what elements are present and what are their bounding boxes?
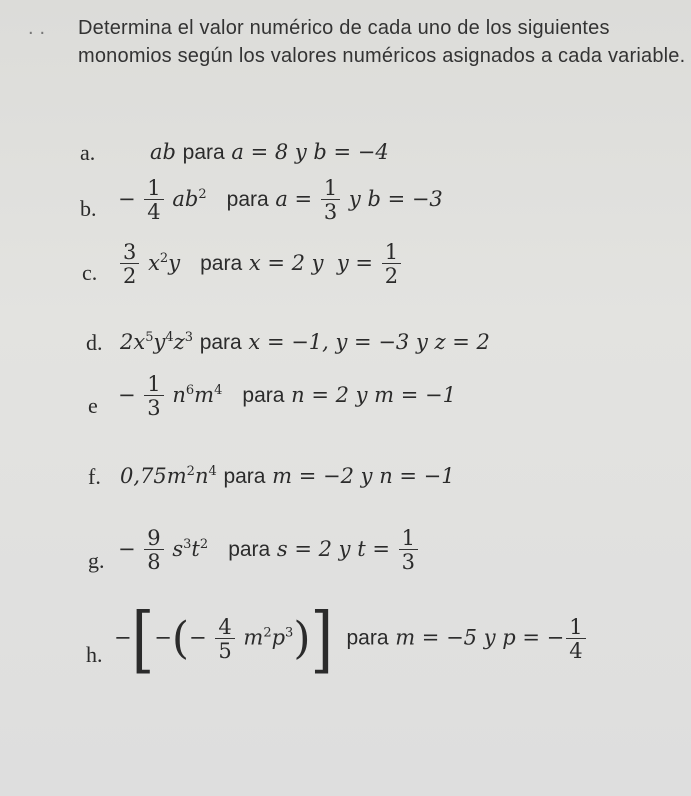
- variable-values: a = 8 y b = −4: [231, 140, 389, 164]
- fraction-denominator: 4: [144, 199, 163, 223]
- coefficient-fraction: [120, 242, 139, 287]
- para-label: para: [226, 188, 269, 211]
- monomial: s: [172, 537, 184, 561]
- monomial: ab: [172, 187, 199, 211]
- value-fraction: [399, 528, 418, 573]
- exponent: 3: [183, 537, 192, 552]
- monomial-second: t: [191, 537, 200, 561]
- value-fraction: [566, 614, 585, 663]
- exponent: 4: [214, 383, 223, 398]
- exponent: 4: [165, 330, 174, 345]
- right-square-bracket: ]: [310, 596, 334, 682]
- variable-values: m = −5 y p =: [395, 625, 540, 650]
- monomial-second: y: [168, 251, 181, 275]
- variable-values-rest: y b = −3: [348, 187, 443, 211]
- instructions: [28, 14, 688, 70]
- fraction-numerator: 4: [218, 614, 232, 639]
- exercise-expression: [118, 528, 420, 573]
- coefficient-sign: −: [118, 537, 136, 561]
- value-fraction: [382, 242, 401, 287]
- fraction-denominator: 3: [321, 199, 340, 223]
- exponent: 2: [198, 187, 207, 202]
- monomial-second: n: [194, 464, 209, 488]
- fraction-denominator: 4: [566, 638, 585, 662]
- fraction-numerator: 1: [384, 240, 399, 264]
- exponent: 3: [285, 625, 294, 641]
- variable-values: x = −1, y = −3 y z = 2: [248, 330, 490, 354]
- monomial-second: p: [271, 625, 286, 650]
- exercise-expression: [120, 464, 455, 489]
- fraction-numerator: 1: [569, 614, 583, 639]
- coefficient-fraction: [144, 528, 163, 573]
- fraction-denominator: 5: [215, 638, 234, 662]
- exercise-letter: f.: [88, 464, 101, 489]
- fraction-numerator: 1: [147, 176, 161, 200]
- instructions-text: Determina el valor numérico de cada uno de los siguientes monomios según los valores numéricos asignados a cada variable.: [78, 17, 686, 67]
- para-label: para: [242, 384, 285, 407]
- exercise-letter: c.: [82, 260, 98, 285]
- para-label: para: [223, 465, 266, 488]
- exercise-letter: e: [88, 393, 98, 418]
- monomial: m: [243, 625, 264, 650]
- variable-values: s = 2 y t =: [276, 537, 390, 561]
- monomial: x: [148, 251, 160, 275]
- monomial: 0,75m: [120, 464, 187, 488]
- para-label: para: [200, 252, 243, 275]
- para-label: para: [199, 331, 242, 354]
- exponent: 2: [263, 625, 272, 641]
- exercise-expression: [150, 140, 389, 165]
- exponent: 2: [199, 537, 209, 552]
- outer-sign: −: [114, 625, 132, 650]
- fraction-numerator: 1: [147, 372, 161, 396]
- variable-values: a =: [275, 187, 313, 211]
- exercise-expression: [120, 330, 490, 355]
- left-square-bracket: [: [131, 596, 155, 682]
- coefficient-sign: −: [189, 625, 207, 650]
- monomial: n: [172, 383, 186, 407]
- exercise-expression: [118, 242, 403, 287]
- exponent: 4: [208, 464, 217, 479]
- coefficient-fraction: [144, 178, 163, 223]
- fraction-numerator: 3: [123, 240, 137, 264]
- fraction-denominator: 3: [399, 549, 418, 573]
- exponent: 2: [159, 251, 169, 266]
- fraction-numerator: 1: [323, 176, 338, 200]
- exercise-expression: [118, 178, 443, 223]
- exponent: 6: [185, 383, 195, 398]
- exercise-expression: [118, 374, 456, 419]
- exponent: 2: [186, 464, 195, 479]
- fraction-denominator: 8: [144, 549, 163, 573]
- variable-values: n = 2 y m = −1: [291, 383, 456, 407]
- exercise-letter: a.: [80, 140, 96, 165]
- exponent: 3: [184, 330, 194, 345]
- exercise-letter: b.: [80, 196, 97, 221]
- value-fraction: [321, 178, 340, 223]
- coefficient-fraction: [144, 374, 163, 419]
- monomial-third: z: [173, 330, 185, 354]
- exercise-letter: d.: [86, 330, 103, 355]
- fraction-denominator: 2: [382, 263, 401, 287]
- fraction-denominator: 3: [144, 395, 163, 419]
- monomial: ab: [150, 140, 176, 164]
- variable-values-mid: y =: [336, 251, 374, 275]
- para-label: para: [182, 141, 225, 164]
- left-parenthesis: (: [171, 613, 190, 664]
- monomial-second: y: [153, 330, 166, 354]
- fraction-denominator: 2: [120, 263, 139, 287]
- coefficient-fraction: [215, 614, 234, 663]
- exponent: 5: [145, 330, 154, 345]
- coefficient-sign: −: [118, 187, 136, 211]
- coefficient-sign: −: [118, 383, 136, 407]
- para-label: para: [346, 626, 389, 650]
- fraction-numerator: 1: [401, 526, 415, 550]
- exercise-letter: h.: [86, 642, 103, 667]
- variable-values: x = 2 y: [248, 251, 324, 275]
- value-sign: −: [546, 625, 565, 650]
- variable-values: m = −2 y n = −1: [272, 464, 455, 488]
- exercise-letter: g.: [88, 548, 105, 573]
- para-label: para: [228, 538, 271, 561]
- monomial: 2x: [120, 330, 146, 354]
- right-parenthesis: ): [293, 613, 311, 664]
- fraction-numerator: 9: [147, 526, 161, 550]
- monomial-second: m: [194, 383, 215, 407]
- exercise-expression: [114, 596, 588, 682]
- inner-sign: −: [154, 625, 172, 650]
- instructions-dots: . .: [28, 17, 46, 39]
